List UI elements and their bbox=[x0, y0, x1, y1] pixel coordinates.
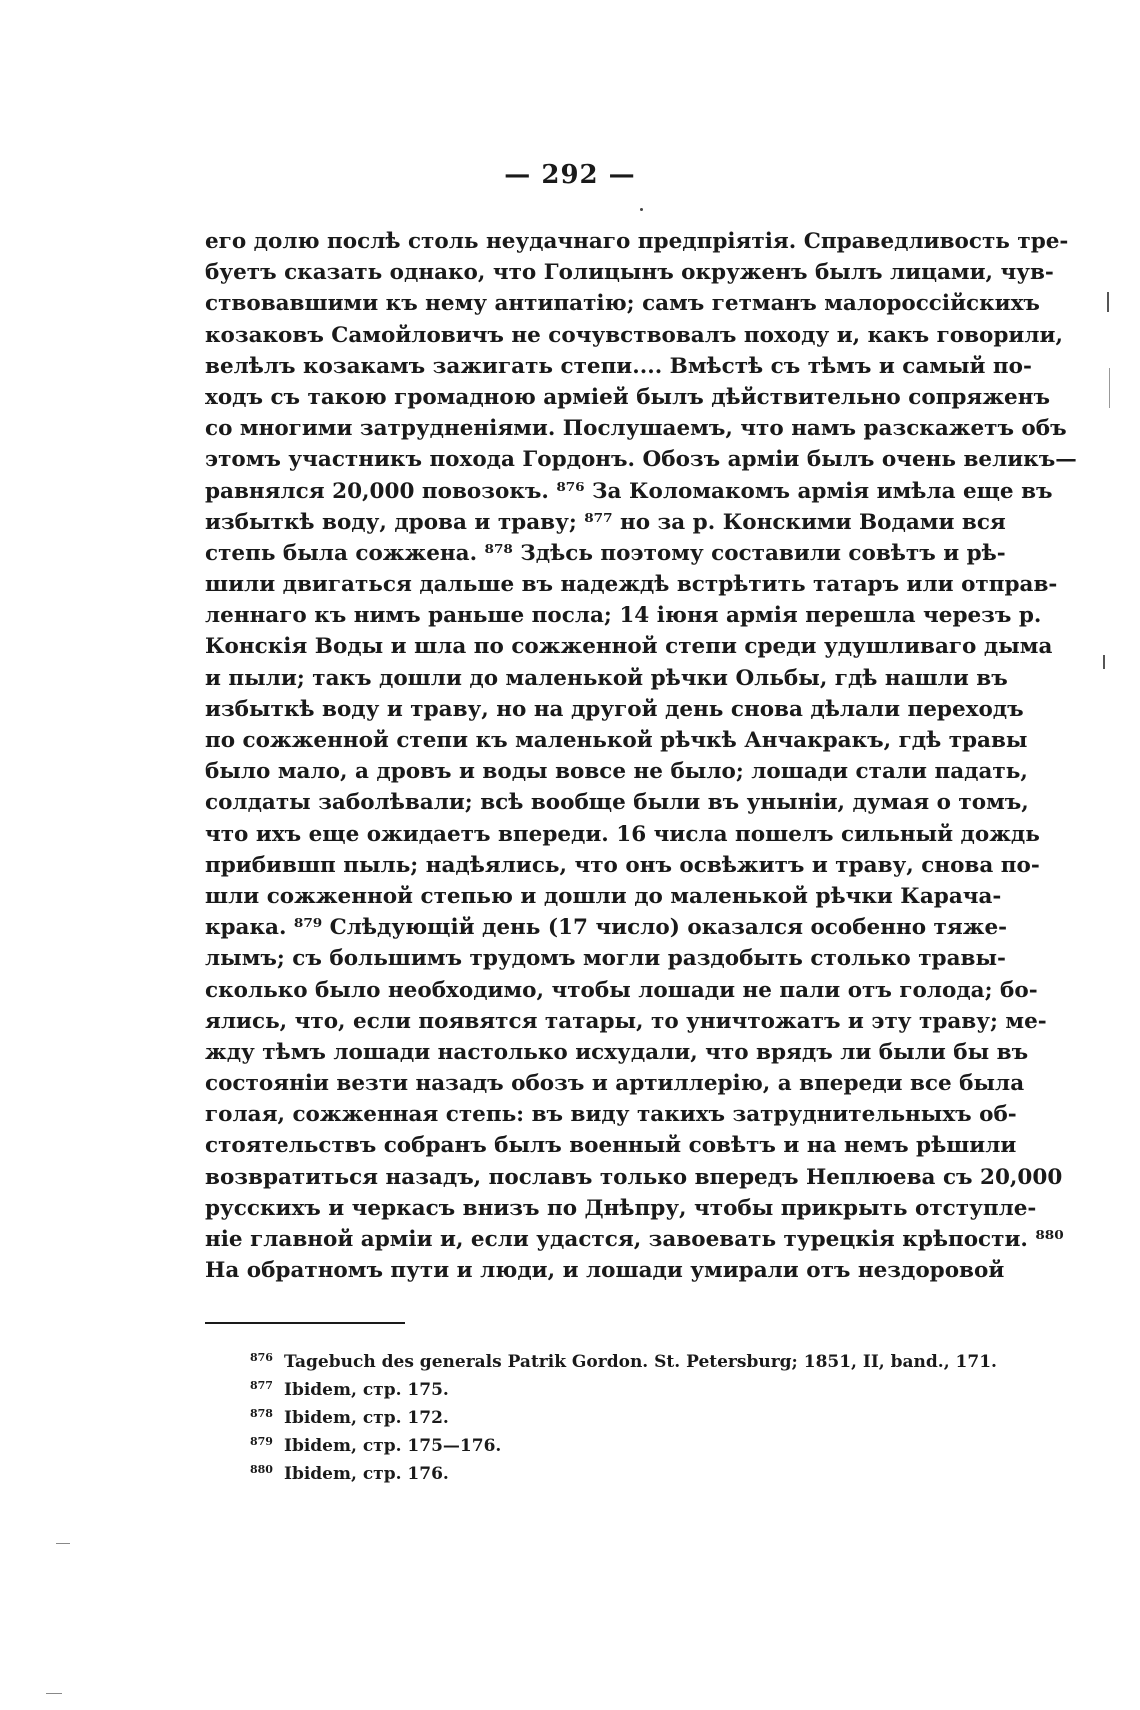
margin-mark bbox=[56, 1543, 70, 1544]
footnote-divider bbox=[205, 1322, 405, 1324]
body-line: русскихъ и черкасъ внизъ по Днѣпру, чтобы прикрыть отступле- bbox=[205, 1195, 1037, 1221]
footnote bbox=[250, 1432, 970, 1460]
body-line: ствовавшими къ нему антипатію; самъ гетманъ малороссійскихъ bbox=[205, 291, 1040, 317]
footnote-number: 877 bbox=[250, 1379, 273, 1392]
body-line: шили двигаться дальше въ надеждѣ встрѣтить татаръ или отправ- bbox=[205, 572, 1058, 598]
body-line: стоятельствъ собранъ былъ военный совѣтъ и на немъ рѣшили bbox=[205, 1133, 1017, 1159]
margin-mark bbox=[1103, 655, 1105, 669]
footnote-number: 878 bbox=[250, 1407, 273, 1420]
body-line: лымъ; съ большимъ трудомъ могли раздобыть столько травы- bbox=[205, 946, 1006, 972]
body-line: козаковъ Самойловичъ не сочувствовалъ походу и, какъ говорили, bbox=[205, 322, 1063, 348]
footnote bbox=[250, 1376, 970, 1404]
body-line: было мало, а дровъ и воды вовсе не было; лошади стали падать, bbox=[205, 759, 1028, 785]
body-line: избыткѣ воду и траву, но на другой день снова дѣлали переходъ bbox=[205, 696, 1024, 722]
body-line: избыткѣ воду, дрова и траву; ⁸⁷⁷ но за р. Конскими Водами вся bbox=[205, 509, 1006, 535]
body-line: и пыли; такъ дошли до маленькой рѣчки Ольбы, гдѣ нашли въ bbox=[205, 665, 1008, 691]
footnote bbox=[250, 1348, 997, 1376]
body-line: этомъ участникъ похода Гордонъ. Обозъ арміи былъ очень великъ— bbox=[205, 447, 1077, 473]
footnote-number: 880 bbox=[250, 1463, 273, 1476]
body-line: буетъ сказать однако, что Голицынъ окруженъ былъ лицами, чув- bbox=[205, 260, 1054, 286]
footnote-text: Ibidem, стр. 175. bbox=[284, 1380, 449, 1400]
body-line: по сожженной степи къ маленькой рѣчкѣ Анчакракъ, гдѣ травы bbox=[205, 728, 1028, 753]
body-line: На обратномъ пути и люди, и лошади умирали отъ нездоровой bbox=[205, 1258, 1005, 1284]
body-line: крака. ⁸⁷⁹ Слѣдующій день (17 число) оказался особенно тяже- bbox=[205, 915, 1008, 941]
body-line: равнялся 20,000 повозокъ. ⁸⁷⁶ За Коломакомъ армія имѣла еще въ bbox=[205, 478, 1053, 504]
footnote-text: Ibidem, стр. 172. bbox=[284, 1408, 449, 1428]
body-line: возвратиться назадъ, пославъ только впередъ Неплюева съ 20,000 bbox=[205, 1164, 1063, 1190]
body-line: Конскія Воды и шла по сожженной степи среди удушливаго дыма bbox=[205, 634, 1053, 660]
body-line: его долю послѣ столь неудачнаго предпріятія. Справедливость тре- bbox=[205, 229, 1069, 254]
body-line: степь была сожжена. ⁸⁷⁸ Здѣсь поэтому составили совѣтъ и рѣ- bbox=[205, 540, 1006, 566]
body-line: голая, сожженная степь: въ виду такихъ затруднительныхъ об- bbox=[205, 1102, 1017, 1128]
footnote bbox=[250, 1460, 970, 1488]
body-line: шли сожженной степью и дошли до маленькой рѣчки Карача- bbox=[205, 883, 1002, 909]
body-line: прибившп пыль; надѣялись, что онъ освѣжитъ и траву, снова по- bbox=[205, 852, 1040, 878]
body-line: со многими затрудненіями. Послушаемъ, что намъ разскажетъ объ bbox=[205, 416, 1067, 442]
body-text bbox=[205, 226, 1077, 1286]
body-line: что ихъ еще ожидаетъ впереди. 16 числа пошелъ сильный дождь bbox=[205, 821, 1040, 847]
footnote-text: Ibidem, стр. 176. bbox=[284, 1464, 449, 1484]
margin-mark bbox=[1107, 292, 1109, 312]
footnote-number: 879 bbox=[250, 1435, 273, 1448]
footnote bbox=[250, 1404, 970, 1432]
body-line: жду тѣмъ лошади настолько исхудали, что врядъ ли были бы въ bbox=[205, 1039, 1029, 1065]
body-line: леннаго къ нимъ раньше посла; 14 іюня армія перешла черезъ р. bbox=[205, 603, 1042, 629]
footnote-number: 876 bbox=[250, 1351, 273, 1364]
scan-speck bbox=[640, 208, 643, 211]
margin-mark bbox=[1109, 368, 1110, 408]
margin-mark bbox=[46, 1693, 62, 1694]
body-line: солдаты заболѣвали; всѣ вообще были въ уныніи, думая о томъ, bbox=[205, 790, 1029, 816]
footnotes bbox=[250, 1348, 997, 1488]
body-line: сколько было необходимо, чтобы лошади не пали отъ голода; бо- bbox=[205, 977, 1038, 1003]
body-line: ялись, что, если появятся татары, то уничтожатъ и эту траву; ме- bbox=[205, 1008, 1047, 1034]
footnote-text: Ibidem, стр. 175—176. bbox=[284, 1436, 502, 1456]
footnote-text: Tagebuch des generals Patrik Gordon. St. Petersburg; 1851, II, band., 171. bbox=[284, 1352, 997, 1372]
body-line: велѣлъ козакамъ зажигать степи.... Вмѣстѣ съ тѣмъ и самый по- bbox=[205, 353, 1032, 379]
body-line: состояніи везти назадъ обозъ и артиллерію, а впереди все была bbox=[205, 1071, 1025, 1097]
body-line: ходъ съ такою громадною арміей былъ дѣйствительно сопряженъ bbox=[205, 384, 1050, 410]
page-number: — 292 — bbox=[504, 160, 636, 190]
body-line: ніе главной арміи и, если удастся, завоевать турецкія крѣпости. ⁸⁸⁰ bbox=[205, 1227, 1064, 1252]
